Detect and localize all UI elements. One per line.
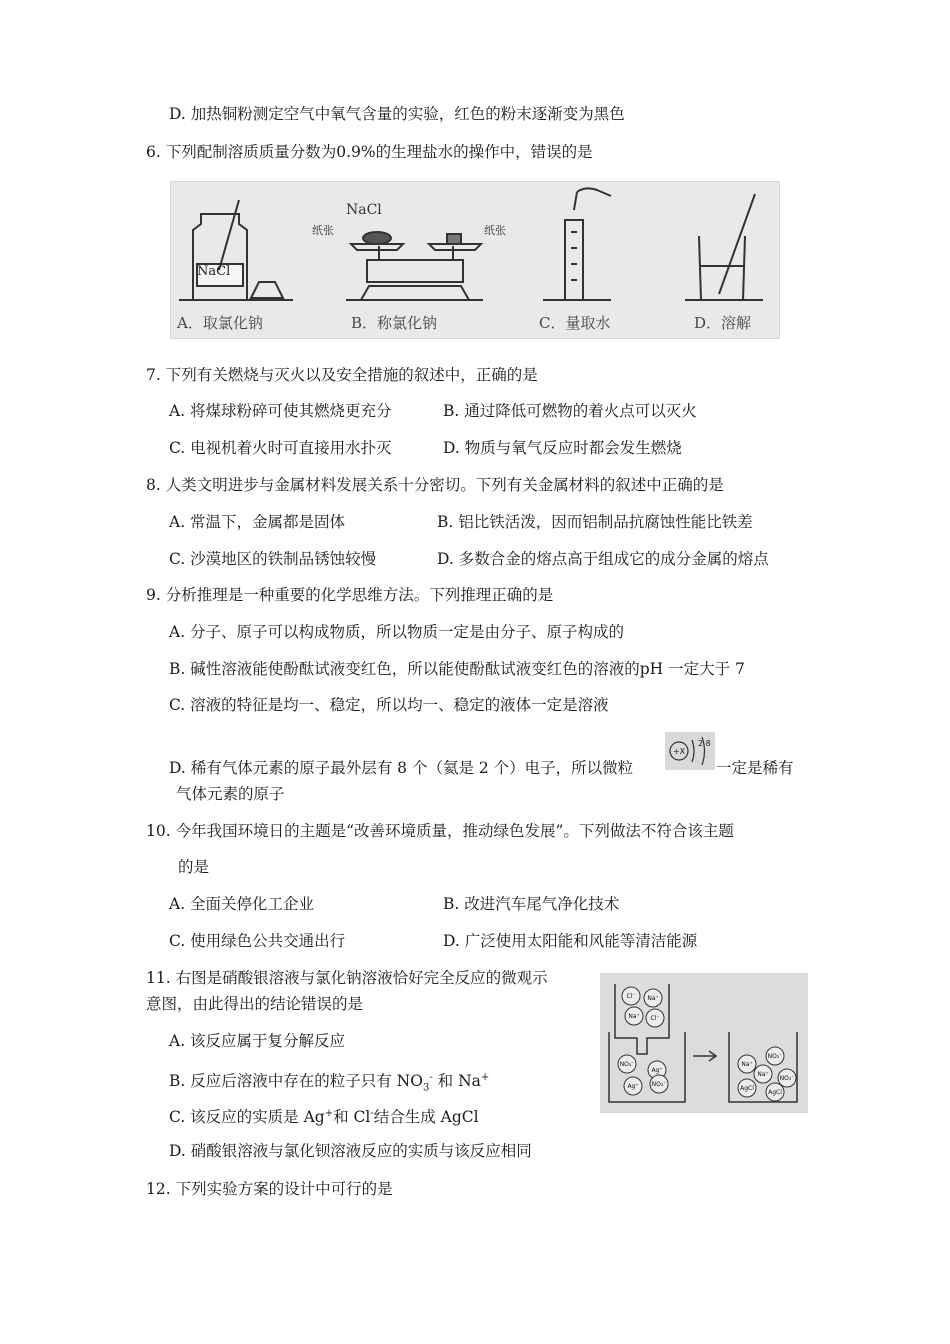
q7-option-b: B. 通过降低可燃物的着火点可以灭火 [443, 402, 697, 420]
atom-nucleus-label: +X [672, 747, 686, 756]
q11-option-c [169, 1103, 479, 1128]
q11-option-b-charge: - [429, 1072, 433, 1083]
q11-option-d: D. 硝酸银溶液与氯化钡溶液反应的实质与该反应相同 [169, 1142, 532, 1160]
q11-option-c-text-2: 和 Cl [333, 1108, 371, 1127]
q9-option-b: B. 碱性溶液能使酚酞试液变红色，所以能使酚酞试液变红色的溶液的pH 一定大于 7 [169, 660, 745, 678]
ion-label: Cl⁻ [626, 993, 636, 1000]
ion-label: NO₃⁻ [779, 1075, 795, 1082]
q11-option-c-minus: - [370, 1108, 374, 1119]
q6-stem: 6. 下列配制溶质质量分数为0.9%的生理盐水的操作中，错误的是 [146, 143, 593, 161]
atom-structure-diagram [665, 732, 715, 770]
q11-stem-continued: 意图，由此得出的结论错误的是 [146, 995, 364, 1013]
ion-label: AgCl [768, 1089, 782, 1096]
q10-option-a: A. 全面关停化工企业 [169, 895, 315, 913]
q11-stem: 11. 右图是硝酸银溶液与氯化钠溶液恰好完全反应的微观示 [146, 969, 548, 987]
q6-jar-label: NaCl [197, 264, 231, 279]
q11-option-b-subscript: 3 [422, 1082, 430, 1094]
q7-option-d: D. 物质与氧气反应时都会发生燃烧 [443, 439, 682, 457]
q11-reaction-drawing [601, 974, 807, 1112]
q5-option-d: D. 加热铜粉测定空气中氧气含量的实验，红色的粉末逐渐变为黑色 [169, 105, 625, 123]
q11-option-b-text-2: 和 Na [432, 1072, 481, 1091]
q11-option-a: A. 该反应属于复分解反应 [169, 1032, 346, 1050]
q8-option-b: B. 铝比铁活泼，因而铝制品抗腐蚀性能比铁差 [437, 513, 753, 531]
q6-paper-left-label: 纸张 [312, 224, 334, 237]
reagent-jar-icon [193, 214, 247, 300]
ion-label: NO₃⁻ [651, 1081, 667, 1088]
glass-rod-icon [719, 194, 755, 294]
q11-option-b-text: B. 反应后溶液中存在的粒子只有 NO [169, 1072, 423, 1091]
q6-label-d: D．溶解 [694, 314, 752, 332]
dropper-hand-icon [574, 188, 611, 210]
atom-structure-icon [665, 732, 715, 770]
q12-stem: 12. 下列实验方案的设计中可行的是 [146, 1180, 393, 1198]
ion-label: AgCl [740, 1085, 754, 1092]
ion-label: Ag⁺ [651, 1067, 663, 1074]
q11-option-b-plus: + [480, 1072, 490, 1083]
q9-option-a: A. 分子、原子可以构成物质，所以物质一定是由分子、原子构成的 [169, 623, 625, 641]
q9-option-c: C. 溶液的特征是均一、稳定，所以均一、稳定的液体一定是溶液 [169, 696, 609, 714]
ion-label: Na⁺ [647, 995, 659, 1002]
q6-nacl-title: NaCl [346, 202, 382, 218]
q10-stem: 10. 今年我国环境日的主题是“改善环境质量，推动绿色发展”。下列做法不符合该主题 [146, 822, 734, 840]
q8-stem: 8. 人类文明进步与金属材料发展关系十分密切。下列有关金属材料的叙述中正确的是 [146, 476, 724, 494]
q8-option-a: A. 常温下，金属都是固体 [169, 513, 346, 531]
q7-option-c: C. 电视机着火时可直接用水扑灭 [169, 439, 392, 457]
ion-label: Na⁺ [628, 1013, 640, 1020]
q10-stem-continued: 的是 [178, 858, 210, 876]
lid-icon [251, 282, 283, 298]
atom-shell-numbers: 2 8 [698, 739, 711, 748]
q11-option-b [169, 1067, 489, 1099]
nacl-pile-icon [363, 232, 391, 244]
balance-base-icon [361, 286, 469, 300]
q8-option-c: C. 沙漠地区的铁制品锈蚀较慢 [169, 550, 377, 568]
q9-option-d-start: D. 稀有气体元素的原子最外层有 8 个（氦是 2 个）电子，所以微粒 [169, 759, 634, 777]
q11-option-c-text: C. 该反应的实质是 Ag [169, 1108, 325, 1127]
spoon-icon [219, 200, 239, 270]
q11-reaction-figure [600, 973, 808, 1113]
reaction-arrow-icon [693, 1051, 716, 1061]
ion-label: Cl⁻ [650, 1015, 660, 1022]
q6-label-b: B．称氯化钠 [351, 314, 438, 332]
q11-option-c-plus: + [324, 1108, 334, 1119]
beaker-icon [699, 236, 745, 300]
q7-option-a: A. 将煤球粉碎可使其燃烧更充分 [169, 402, 392, 420]
balance-body-icon [367, 260, 463, 282]
q11-option-c-text-3: 结合生成 AgCl [373, 1108, 479, 1127]
q7-stem: 7. 下列有关燃烧与灭火以及安全措施的叙述中，正确的是 [146, 366, 538, 384]
q6-label-a: A．取氯化钠 [177, 314, 263, 332]
q9-option-d-end: 一定是稀有 [716, 759, 794, 777]
weight-icon [447, 234, 461, 244]
q10-option-d: D. 广泛使用太阳能和风能等清洁能源 [443, 932, 698, 950]
ion-label: Ag⁺ [627, 1083, 639, 1090]
ion-label: Na⁺ [741, 1061, 753, 1068]
q9-stem: 9. 分析推理是一种重要的化学思维方法。下列推理正确的是 [146, 586, 554, 604]
q10-option-b: B. 改进汽车尾气净化技术 [443, 895, 620, 913]
q10-option-c: C. 使用绿色公共交通出行 [169, 932, 346, 950]
ion-label: NO₃⁻ [767, 1053, 783, 1060]
q9-option-d-continued: 气体元素的原子 [176, 785, 285, 803]
ion-label: Na⁺ [757, 1071, 769, 1078]
q6-label-c: C．量取水 [539, 314, 611, 332]
q8-option-d: D. 多数合金的熔点高于组成它的成分金属的熔点 [437, 550, 769, 568]
q6-paper-right-label: 纸张 [484, 224, 506, 237]
q6-apparatus-figure [170, 181, 780, 339]
ion-label: NO₃⁻ [619, 1061, 635, 1068]
